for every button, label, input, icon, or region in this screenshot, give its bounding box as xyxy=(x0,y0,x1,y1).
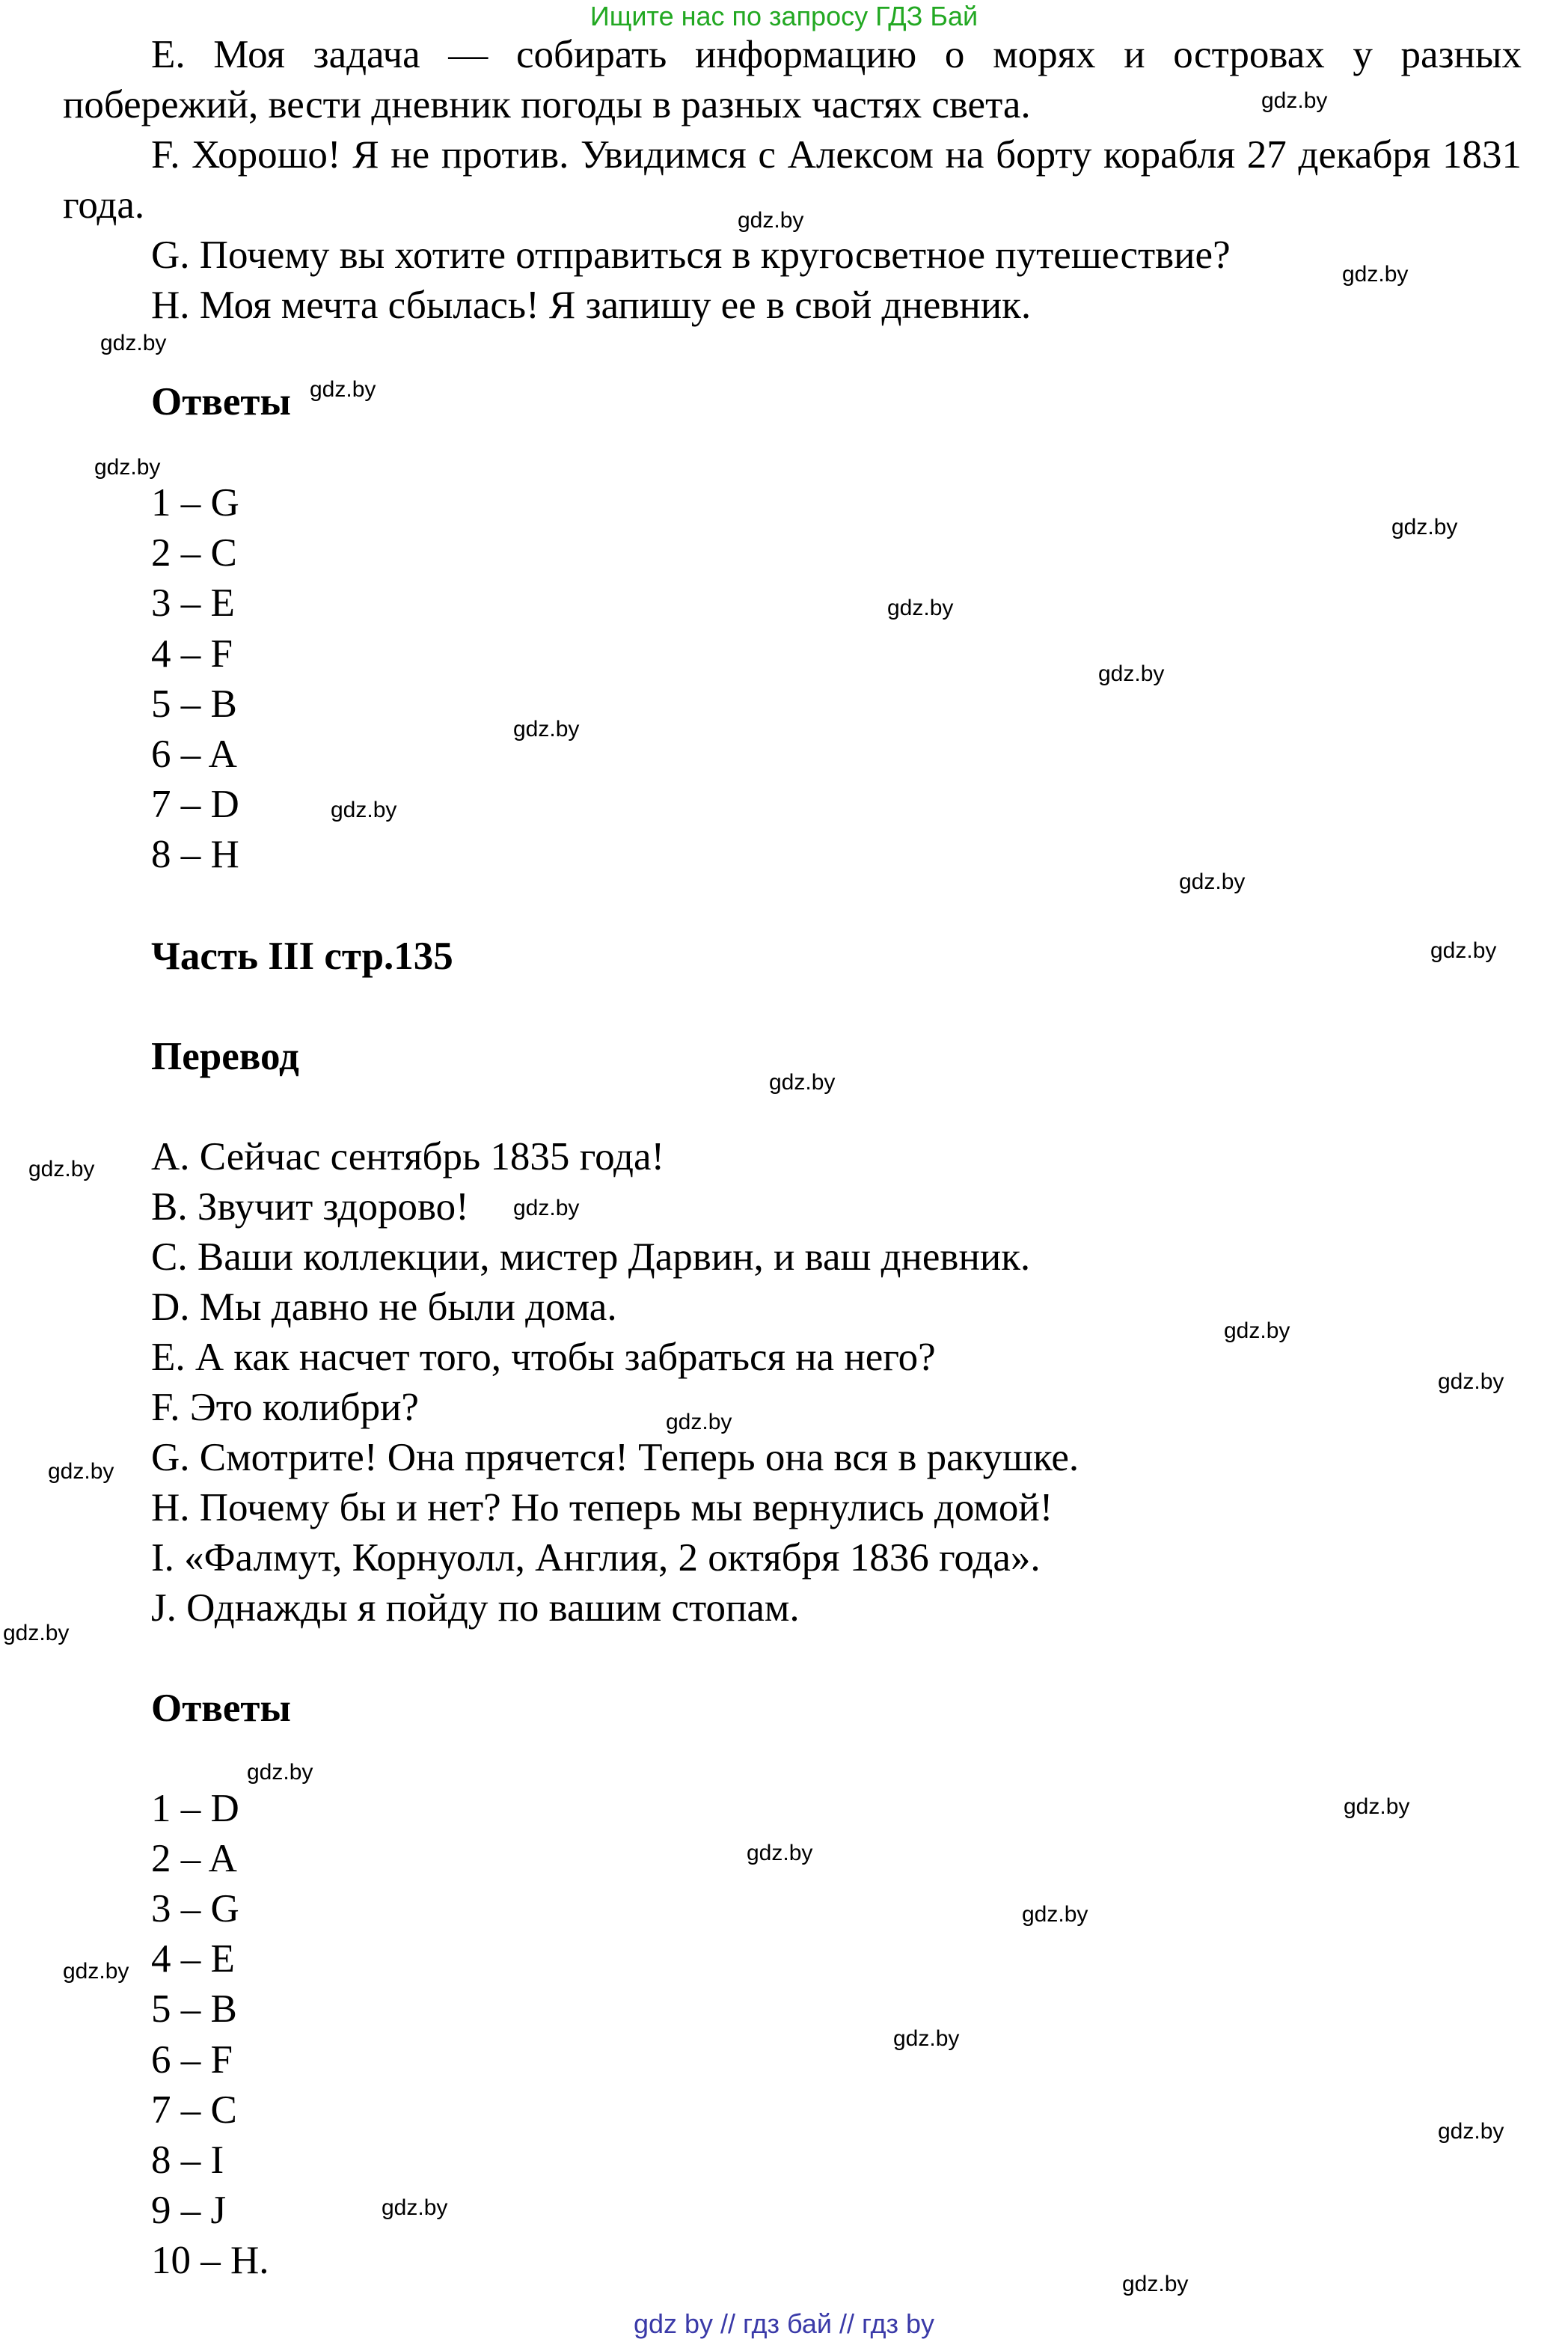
translation-item: G. Смотрите! Она прячется! Теперь она вся в ракушке. xyxy=(151,1435,1079,1479)
intro-paragraph-g: G. Почему вы хотите отправиться в кругосветное путешествие? xyxy=(151,233,1231,277)
watermark: gdz.by xyxy=(48,1459,114,1484)
translation-item: A. Сейчас сентябрь 1835 года! xyxy=(151,1134,665,1178)
answer-item: 2 – A xyxy=(151,1836,237,1880)
watermark: gdz.by xyxy=(1122,2272,1189,2296)
answer-item: 4 – E xyxy=(151,1937,235,1981)
answer-item: 3 – G xyxy=(151,1887,239,1931)
watermark: gdz.by xyxy=(666,1410,732,1434)
document-body xyxy=(63,30,1522,2287)
footer-links[interactable]: gdz by // гдз бай // гдз by xyxy=(633,2308,935,2339)
intro-paragraph-f: F. Хорошо! Я не против. Увидимся с Алексом на борту корабля 27 декабря 1831 года. xyxy=(63,133,1522,227)
watermark: gdz.by xyxy=(1224,1318,1290,1343)
translation-item: I. «Фалмут, Корнуолл, Англия, 2 октября 1836 года». xyxy=(151,1535,1041,1580)
answer-item: 3 – E xyxy=(151,581,235,626)
watermark: gdz.by xyxy=(247,1760,313,1785)
watermark: gdz.by xyxy=(893,2026,960,2051)
watermark: gdz.by xyxy=(1098,661,1165,686)
watermark: gdz.by xyxy=(100,331,167,355)
answer-item: 2 – C xyxy=(151,531,237,575)
answers-heading-2: Ответы xyxy=(151,1686,291,1730)
watermark: gdz.by xyxy=(513,1196,580,1220)
translation-list xyxy=(63,1132,1522,1633)
intro-paragraph-e: E. Моя задача — собирать информацию о морях и островах у разных побережий, вести дневник погоды в разных частях света. xyxy=(63,33,1522,126)
watermark: gdz.by xyxy=(3,1621,70,1645)
answer-item: 5 – B xyxy=(151,1987,237,2031)
translation-item: C. Ваши коллекции, мистер Дарвин, и ваш дневник. xyxy=(151,1235,1031,1279)
answer-item: 4 – F xyxy=(151,632,233,676)
watermark: gdz.by xyxy=(1261,88,1328,113)
watermark: gdz.by xyxy=(63,1959,129,1984)
translation-item: D. Мы давно не были дома. xyxy=(151,1285,617,1329)
translation-item: F. Это колибри? xyxy=(151,1385,419,1429)
watermark: gdz.by xyxy=(1438,1369,1504,1394)
translation-item: J. Однажды я пойду по вашим стопам. xyxy=(151,1586,800,1630)
watermark: gdz.by xyxy=(769,1070,836,1095)
translation-item: E. А как насчет того, чтобы забраться на него? xyxy=(151,1335,936,1379)
answer-item: 7 – C xyxy=(151,2088,237,2132)
answer-item: 8 – I xyxy=(151,2138,224,2183)
watermark: gdz.by xyxy=(1022,1902,1088,1927)
watermark: gdz.by xyxy=(310,377,376,402)
watermark: gdz.by xyxy=(887,596,954,620)
answer-item: 6 – A xyxy=(151,733,237,777)
answer-item: 7 – D xyxy=(151,783,239,827)
watermark: gdz.by xyxy=(94,455,161,480)
part-heading: Часть III стр.135 xyxy=(151,934,453,978)
translation-heading: Перевод xyxy=(151,1034,299,1078)
watermark: gdz.by xyxy=(747,1841,813,1865)
answer-item: 5 – B xyxy=(151,682,237,726)
answer-item: 8 – H xyxy=(151,833,239,877)
answers-heading-1: Ответы xyxy=(151,380,291,424)
watermark: gdz.by xyxy=(1391,515,1458,539)
watermark: gdz.by xyxy=(1179,869,1246,894)
answer-item: 10 – H. xyxy=(151,2239,269,2283)
intro-paragraph-h: H. Моя мечта сбылась! Я запишу ее в свой дневник. xyxy=(151,284,1032,327)
watermark: gdz.by xyxy=(513,717,580,742)
watermark: gdz.by xyxy=(1344,1794,1410,1819)
top-banner-link[interactable]: Ищите нас по запросу ГДЗ Бай xyxy=(589,1,979,31)
watermark: gdz.by xyxy=(1342,262,1409,287)
watermark: gdz.by xyxy=(331,798,397,822)
answer-item: 9 – J xyxy=(151,2189,227,2233)
translation-item: B. Звучит здорово! xyxy=(151,1184,469,1229)
watermark: gdz.by xyxy=(738,208,804,233)
watermark: gdz.by xyxy=(1438,2119,1504,2144)
watermark: gdz.by xyxy=(1430,938,1497,963)
answer-item: 6 – F xyxy=(151,2037,233,2082)
translation-item: H. Почему бы и нет? Но теперь мы вернулись домой! xyxy=(151,1485,1053,1529)
answer-item: 1 – G xyxy=(151,481,239,525)
answers-list-1 xyxy=(63,478,1522,881)
answer-item: 1 – D xyxy=(151,1786,239,1830)
watermark: gdz.by xyxy=(382,2195,448,2220)
watermark: gdz.by xyxy=(28,1157,95,1181)
